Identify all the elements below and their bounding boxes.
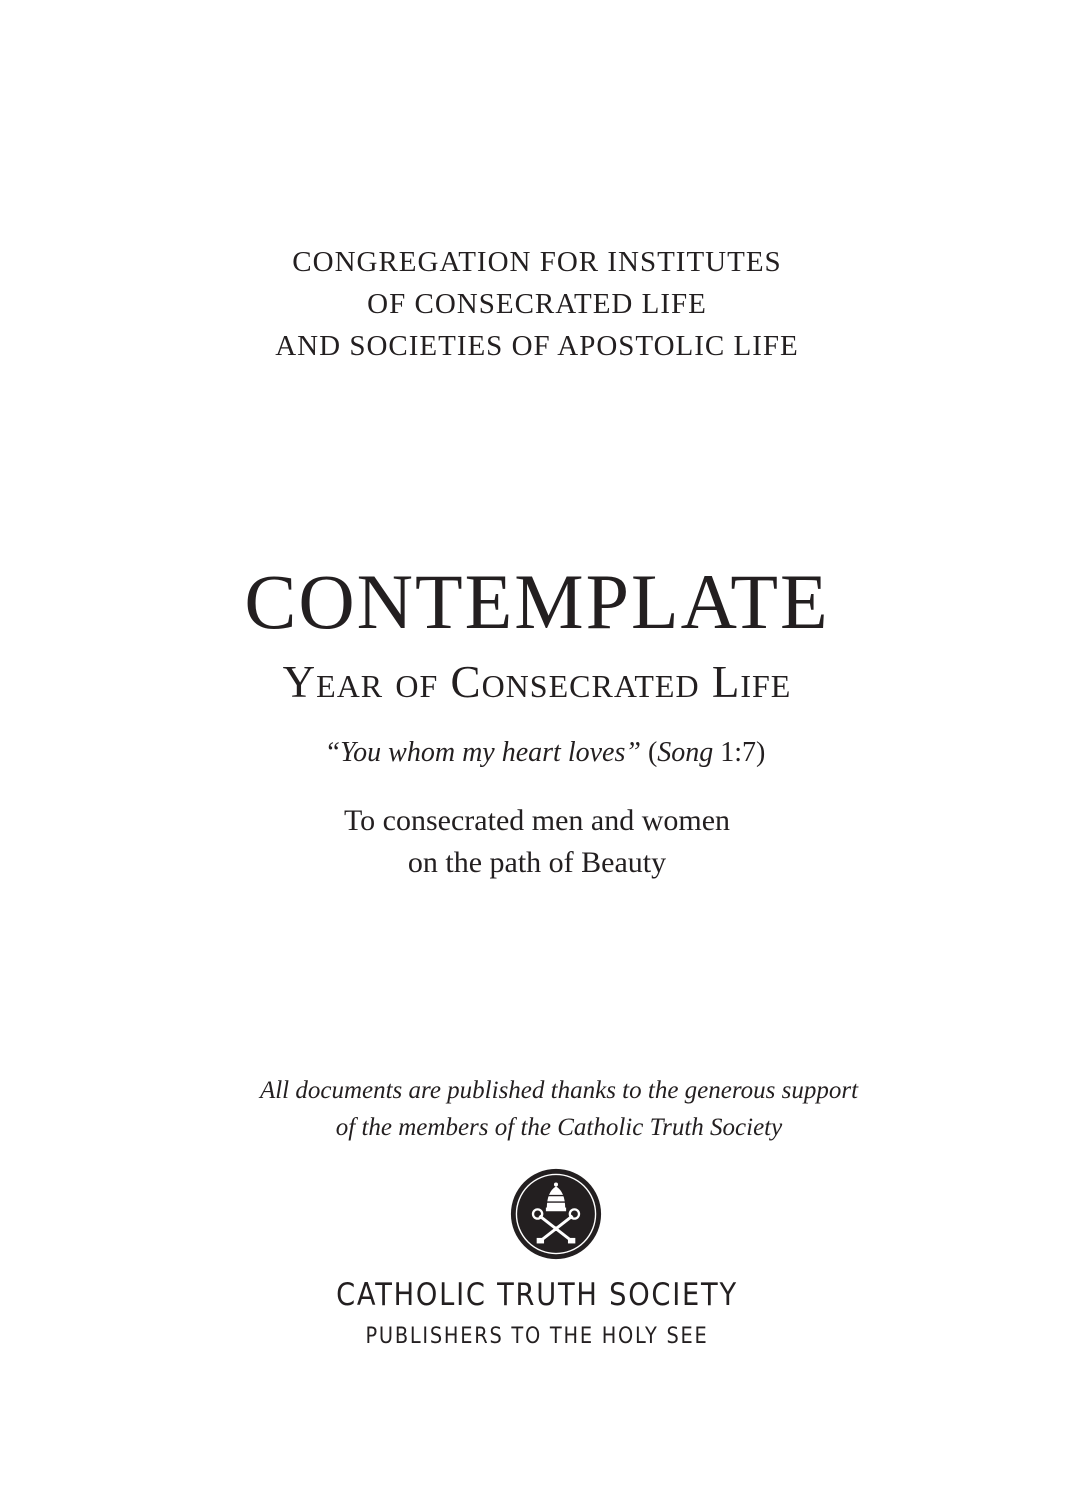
dedication bbox=[0, 800, 1074, 884]
quote-ref-open: ( bbox=[640, 737, 658, 768]
publisher-name: CATHOLIC TRUTH SOCIETY bbox=[336, 1277, 738, 1313]
document-title: CONTEMPLATE bbox=[244, 558, 830, 645]
publisher-tagline: PUBLISHERS TO THE HOLY SEE bbox=[365, 1324, 709, 1349]
support-line-1: All documents are published thanks to the generous support bbox=[259, 1077, 859, 1104]
document-subtitle: Year of Consecrated Life bbox=[282, 657, 792, 707]
support-line-2: of the members of the Catholic Truth Society bbox=[335, 1114, 783, 1141]
congregation-line-1: CONGREGATION FOR INSTITUTES bbox=[292, 246, 782, 278]
quote-book: Song bbox=[657, 737, 714, 768]
support-note bbox=[0, 1072, 1074, 1146]
congregation-heading bbox=[0, 241, 1074, 367]
papal-keys-seal-icon bbox=[510, 1168, 602, 1260]
congregation-line-3: AND SOCIETIES OF APOSTOLIC LIFE bbox=[275, 330, 799, 362]
dedication-line-1: To consecrated men and women bbox=[343, 804, 731, 837]
congregation-line-2: OF CONSECRATED LIFE bbox=[367, 288, 707, 320]
quote-verse: 1:7) bbox=[713, 737, 766, 768]
dedication-line-2: on the path of Beauty bbox=[407, 846, 667, 879]
scripture-quote bbox=[0, 733, 1074, 773]
quote-text: “You whom my heart loves” bbox=[324, 737, 641, 768]
